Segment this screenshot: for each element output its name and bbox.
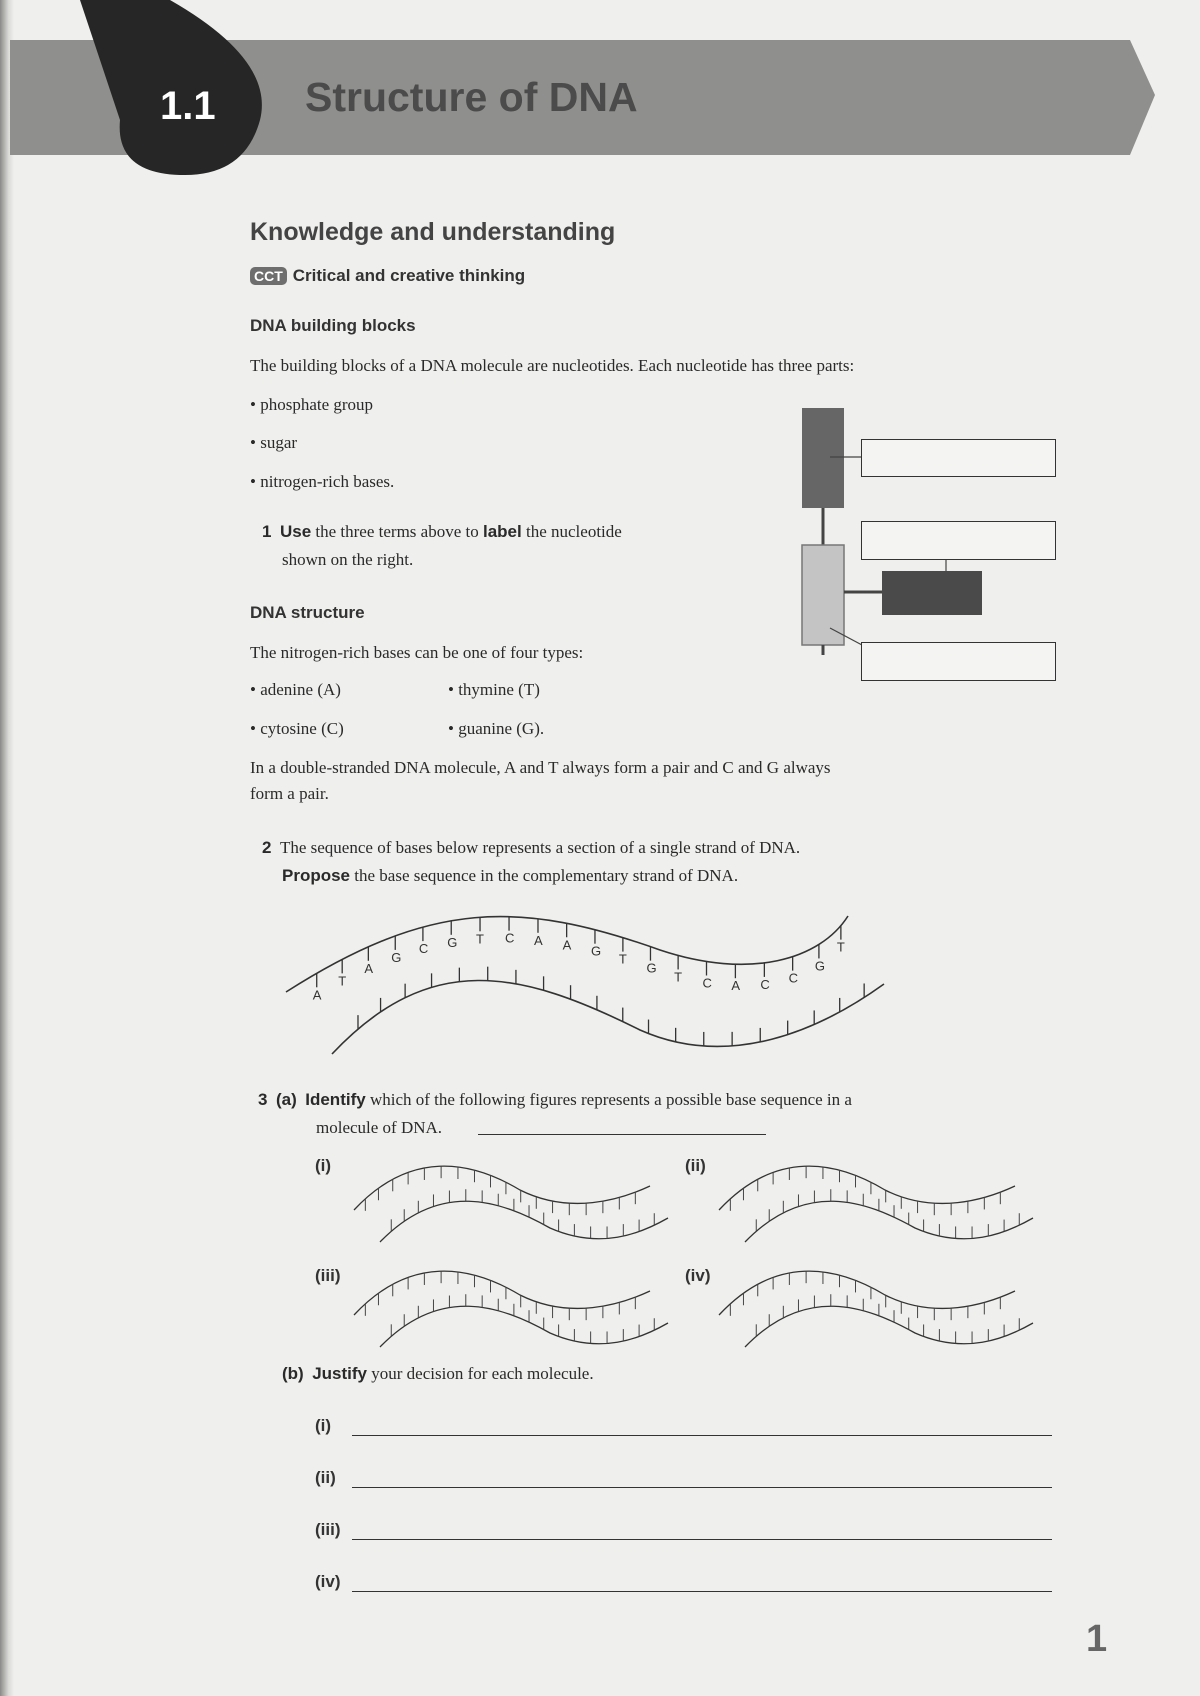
pairing-text-2: form a pair. — [250, 784, 329, 803]
base-letter: A — [533, 932, 543, 948]
bullet-guanine: • guanine (G). — [448, 719, 545, 738]
figure-iii-molecule — [350, 1255, 670, 1355]
justify-label-iv: (iv) — [315, 1572, 341, 1591]
base-letter: C — [788, 970, 799, 986]
figure-label-i: (i) — [315, 1156, 332, 1175]
label-box-bottom[interactable] — [861, 642, 1056, 681]
justify-label-ii: (ii) — [315, 1468, 336, 1487]
building-blocks-heading: DNA building blocks — [250, 316, 416, 335]
figure-i-molecule — [350, 1150, 670, 1250]
question-2: 2 The sequence of bases below represents a section of a single strand of DNA. Propose the base sequence in the complementary strand of DNA. — [262, 838, 801, 885]
page-title: Structure of DNA — [305, 74, 638, 120]
bullet-cytosine: • cytosine (C) — [250, 719, 344, 738]
bullet-sugar: • sugar — [250, 433, 298, 452]
section-number: 1.1 — [160, 84, 216, 128]
base-letter: A — [312, 987, 322, 1003]
figure-label-ii: (ii) — [685, 1156, 706, 1175]
base-letter: G — [646, 960, 657, 976]
phosphate-shape — [802, 408, 844, 508]
base-letter: C — [505, 930, 515, 946]
base-letter: T — [338, 973, 347, 989]
figure-label-iv: (iv) — [685, 1266, 711, 1285]
dna-structure-heading: DNA structure — [250, 603, 365, 622]
cct-row — [250, 266, 525, 286]
bullet-thymine: • thymine (T) — [448, 680, 540, 699]
base-letter: A — [731, 978, 741, 994]
page-edge-shadow — [0, 0, 14, 1696]
question-3a: 3 (a) Identify which of the following figures represents a possible base sequence in a molecule of DNA. — [258, 1090, 852, 1137]
base-letter: C — [702, 975, 712, 991]
base-letter: C — [418, 941, 429, 957]
base-shape — [882, 571, 982, 615]
base-letter: G — [814, 958, 826, 974]
base-letter: G — [391, 949, 402, 965]
justify-label-iii: (iii) — [315, 1520, 341, 1539]
bullet-bases: • nitrogen-rich bases. — [250, 472, 395, 491]
justify-line-ii[interactable] — [352, 1487, 1052, 1488]
dna-structure-intro: The nitrogen-rich bases can be one of four types: — [250, 643, 584, 662]
knowledge-heading: Knowledge and understanding — [250, 218, 616, 246]
answer-line-3a[interactable] — [478, 1134, 766, 1135]
figure-iv-molecule — [715, 1255, 1035, 1355]
figure-ii-molecule — [715, 1150, 1035, 1250]
justify-line-iv[interactable] — [352, 1591, 1052, 1592]
label-box-middle[interactable] — [861, 521, 1056, 560]
bullet-phosphate: • phosphate group — [250, 395, 374, 414]
building-blocks-intro: The building blocks of a DNA molecule are nucleotides. Each nucleotide has three parts: — [250, 356, 855, 375]
base-letter: T — [836, 939, 845, 955]
base-letter: C — [760, 976, 770, 992]
question-1: 1 Use the three terms above to label the nucleotide shown on the right. — [262, 522, 622, 569]
page-number: 1 — [1086, 1618, 1108, 1660]
label-box-top[interactable] — [861, 439, 1056, 477]
cct-badge: CCT — [250, 267, 287, 285]
q2-dna-strand — [280, 900, 900, 1060]
base-letter: G — [447, 934, 458, 950]
base-letter: T — [674, 969, 683, 985]
pairing-text-1: In a double-stranded DNA molecule, A and T always form a pair and C and G always — [250, 758, 831, 777]
base-letter: A — [364, 960, 374, 976]
base-letter: T — [476, 931, 484, 947]
bullet-adenine: • adenine (A) — [250, 680, 341, 699]
figure-label-iii: (iii) — [315, 1266, 341, 1285]
justify-line-i[interactable] — [352, 1435, 1052, 1436]
justify-line-iii[interactable] — [352, 1539, 1052, 1540]
sugar-shape — [802, 545, 844, 645]
question-3b: (b) Justify your decision for each molecule. — [282, 1364, 594, 1383]
justify-label-i: (i) — [315, 1416, 332, 1435]
cct-label: Critical and creative thinking — [292, 266, 526, 285]
base-letter: G — [590, 943, 602, 959]
base-letter: A — [562, 937, 572, 953]
base-letter: T — [618, 951, 627, 967]
